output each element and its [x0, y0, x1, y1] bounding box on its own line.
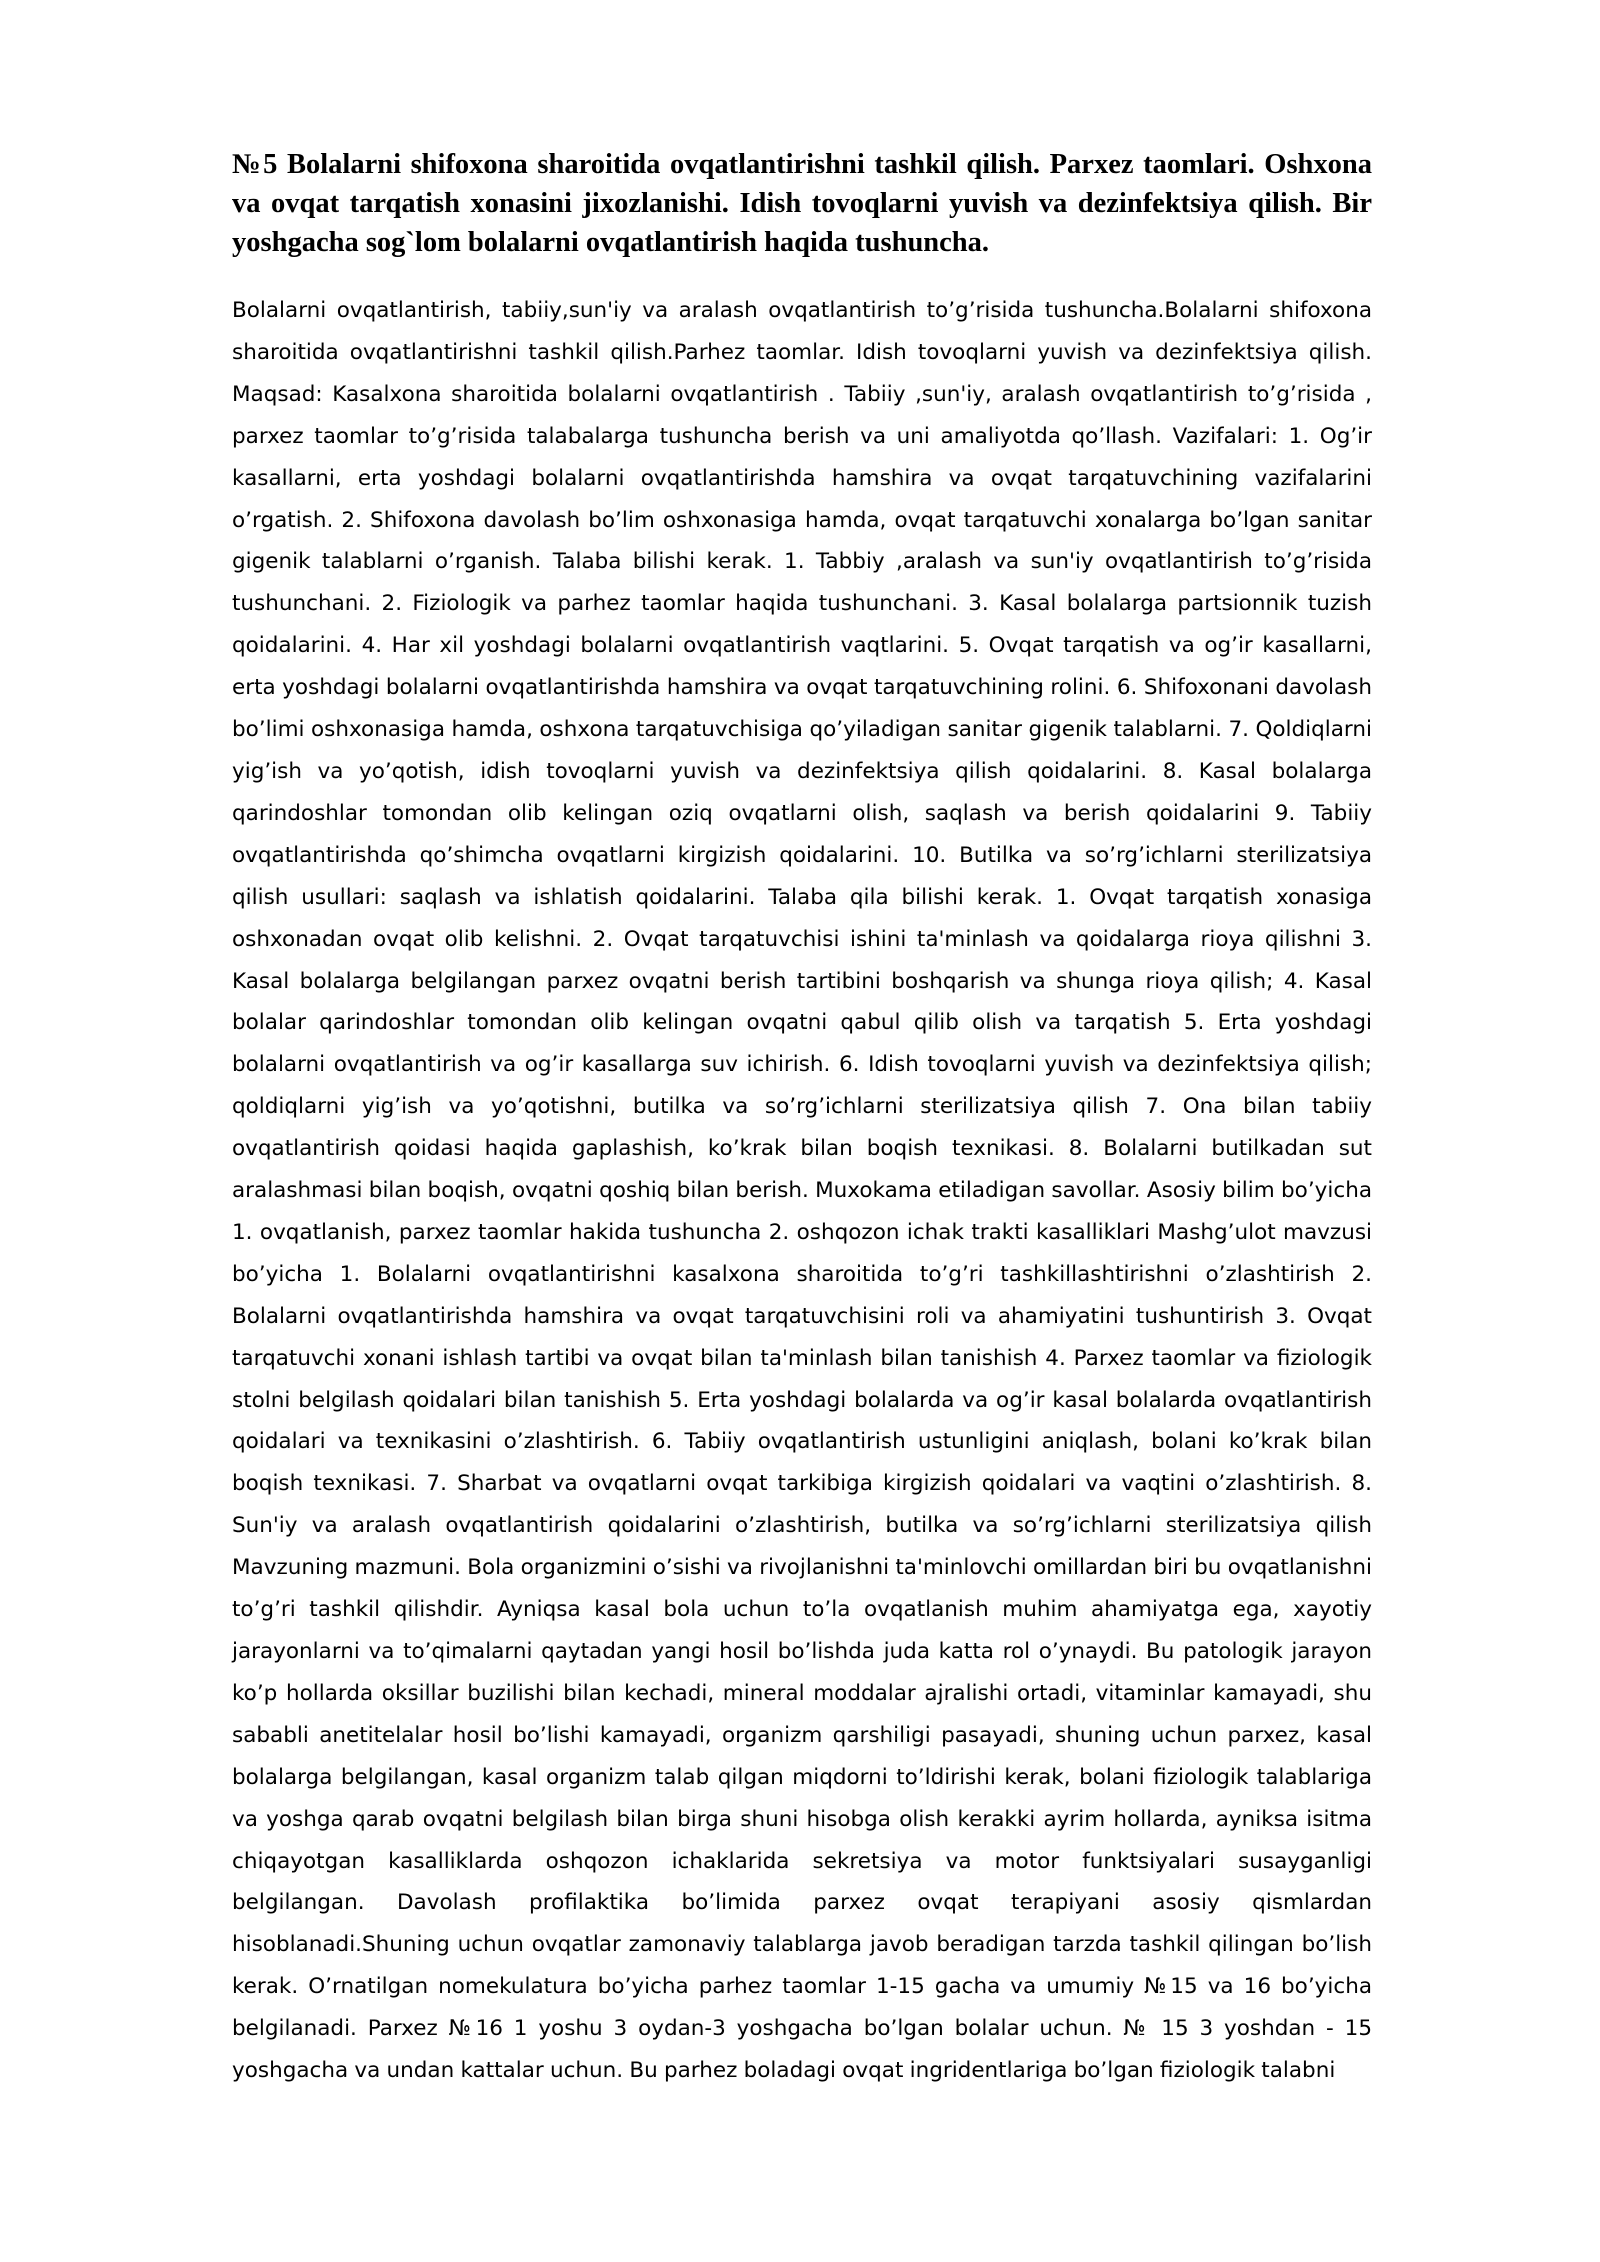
document-page [232, 145, 1372, 2092]
document-heading: №5 Bolalarni shifoxona sharoitida ovqatlantirishni tashkil qilish. Parxez taomlari. Oshxona va ovqat tarqatish xonasini jixozlanishi. Idish tovoqlarni yuvish va dezinfektsiya qilish. Bir yoshgacha sog`lom bolalarni ovqatlantirish haqida tushuncha. [232, 149, 1372, 258]
document-body-paragraph: Bolalarni ovqatlantirish, tabiiy,sun'iy va aralash ovqatlantirish to’g’risida tushuncha.Bolalarni shifoxona sharoitida ovqatlantirishni tashkil qilish.Parhez taomlar. Idish tovoqlarni yuvish va dezinfektsiya qilish. Maqsad: Kasalxona sharoitida bolalarni ovqatlantirish . Tabiiy ,sun'iy, aralash ovqatlantirish to’g’risida , parxez taomlar to’g’risida talabalarga tushuncha berish va uni amaliyotda qo’llash. Vazifalari: 1. Og’ir kasallarni, erta yoshdagi bolalarni ovqatlantirishda hamshira va ovqat tarqatuvchining vazifalarini o’rgatish. 2. Shifoxona davolash bo’lim oshxonasiga hamda, ovqat tarqatuvchi xonalarga bo’lgan sanitar gigenik talablarni o’rganish. Talaba bilishi kerak. 1. Tabbiy ,aralash va sun'iy ovqatlantirish to’g’risida tushunchani. 2. Fiziologik va parhez taomlar haqida tushunchani. 3. Kasal bolalarga partsionnik tuzish qoidalarini. 4. Har xil yoshdagi bolalarni ovqatlantirish vaqtlarini. 5. Ovqat tarqatish va og’ir kasallarni, erta yoshdagi bolalarni ovqatlantirishda hamshira va ovqat tarqatuvchining rolini. 6. Shifoxonani davolash bo’limi oshxonasiga hamda, oshxona tarqatuvchisiga qo’yiladigan sanitar gigenik talablarni. 7. Qoldiqlarni yig’ish va yo’qotish, idish tovoqlarni yuvish va dezinfektsiya qilish qoidalarini. 8. Kasal bolalarga qarindoshlar tomondan olib kelingan oziq ovqatlarni olish, saqlash va berish qoidalarini 9. Tabiiy ovqatlantirishda qo’shimcha ovqatlarni kirgizish qoidalarini. 10. Butilka va so’rg’ichlarni sterilizatsiya qilish usullari: saqlash va ishlatish qoidalarini. Talaba qila bilishi kerak. 1. Ovqat tarqatish xonasiga oshxonadan ovqat olib kelishni. 2. Ovqat tarqatuvchisi ishini ta'minlash va qoidalarga rioya qilishni 3. Kasal bolalarga belgilangan parxez ovqatni berish tartibini boshqarish va shunga rioya qilish; 4. Kasal bolalar qarindoshlar tomondan olib kelingan ovqatni qabul qilib olish va tarqatish 5. Erta yoshdagi bolalarni ovqatlantirish va og’ir kasallarga suv ichirish. 6. Idish tovoqlarni yuvish va dezinfektsiya qilish; qoldiqlarni yig’ish va yo’qotishni, butilka va so’rg’ichlarni sterilizatsiya qilish 7. Ona bilan tabiiy ovqatlantirish qoidasi haqida gaplashish, ko’krak bilan boqish texnikasi. 8. Bolalarni butilkadan sut aralashmasi bilan boqish, ovqatni qoshiq bilan berish. Muxokama etiladigan savollar. Asosiy bilim bo’yicha 1. ovqatlanish, parxez taomlar hakida tushuncha 2. oshqozon ichak trakti kasalliklari Mashg’ulot mavzusi bo’yicha 1. Bolalarni ovqatlantirishni kasalxona sharoitida to’g’ri tashkillashtirishni o’zlashtirish 2. Bolalarni ovqatlantirishda hamshira va ovqat tarqatuvchisini roli va ahamiyatini tushuntirish 3. Ovqat tarqatuvchi xonani ishlash tartibi va ovqat bilan ta'minlash bilan tanishish 4. Parxez taomlar va fiziologik stolni belgilash qoidalari bilan tanishish 5. Erta yoshdagi bolalarda va og’ir kasal bolalarda ovqatlantirish qoidalari va texnikasini o’zlashtirish. 6. Tabiiy ovqatlantirish ustunligini aniqlash, bolani ko’krak bilan boqish texnikasi. 7. Sharbat va ovqatlarni ovqat tarkibiga kirgizish qoidalari va vaqtini o’zlashtirish. 8. Sun'iy va aralash ovqatlantirish qoidalarini o’zlashtirish, butilka va so’rg’ichlarni sterilizatsiya qilish Mavzuning mazmuni. Bola organizmini o’sishi va rivojlanishni ta'minlovchi omillardan biri bu ovqatlanishni to’g’ri tashkil qilishdir. Ayniqsa kasal bola uchun to’la ovqatlanish muhim ahamiyatga ega, xayotiy jarayonlarni va to’qimalarni qaytadan yangi hosil bo’lishda juda katta rol o’ynaydi. Bu patologik jarayon ko’p hollarda oksillar buzilishi bilan kechadi, mineral moddalar ajralishi ortadi, vitaminlar kamayadi, shu sababli anetitelalar hosil bo’lishi kamayadi, organizm qarshiligi pasayadi, shuning uchun parxez, kasal bolalarga belgilangan, kasal organizm talab qilgan miqdorni to’ldirishi kerak, bolani fiziologik talablariga va yoshga qarab ovqatni belgilash bilan birga shuni hisobga olish kerakki ayrim hollarda, ayniksa isitma chiqayotgan kasalliklarda oshqozon ichaklarida sekretsiya va motor funktsiyalari susayganligi belgilangan. Davolash profilaktika bo’limida parxez ovqat terapiyani asosiy qismlardan hisoblanadi.Shuning uchun ovqatlar zamonaviy talablarga javob beradigan tarzda tashkil qilingan bo’lish kerak. O’rnatilgan nomekulatura bo’yicha parhez taomlar 1-15 gacha va umumiy №15 va 16 bo’yicha belgilanadi. Parxez №16 1 yoshu 3 oydan-3 yoshgacha bo’lgan bolalar uchun. № 15 3 yoshdan - 15 yoshgacha va undan kattalar uchun. Bu parhez boladagi ovqat ingridentlariga bo’lgan fiziologik talabni [232, 298, 1372, 2084]
